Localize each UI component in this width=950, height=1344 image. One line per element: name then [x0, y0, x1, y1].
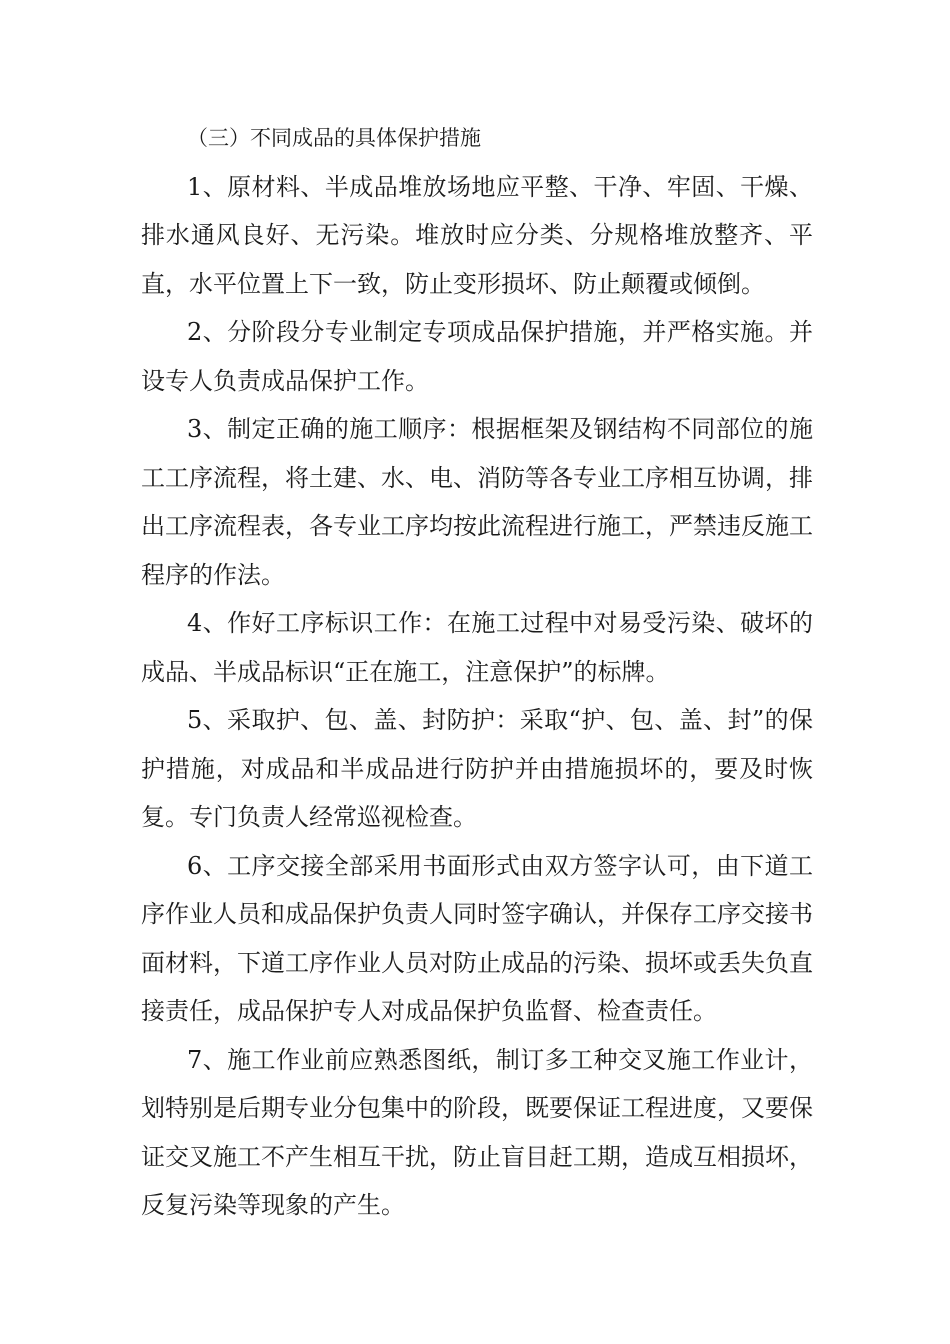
- paragraph-5: 5、采取护、包、盖、封防护：采取“护、包、盖、封”的保护措施，对成品和半成品进行防护并由措施损坏的，要及时恢复。专门负责人经常巡视检查。: [141, 706, 813, 831]
- paragraph-4: 4、作好工序标识工作：在施工过程中对易受污染、破坏的成品、半成品标识“正在施工，注意保护”的标牌。: [141, 609, 813, 686]
- paragraph-7: 7、施工作业前应熟悉图纸，制订多工种交叉施工作业计，划特别是后期专业分包集中的阶段，既要保证工程进度，又要保证交叉施工不产生相互干扰，防止盲目赶工期，造成互相损坏，反复污染等现象的产生。: [141, 1045, 813, 1219]
- paragraph-6: 6、工序交接全部采用书面形式由双方签字认可，由下道工序作业人员和成品保护负责人同时签字确认，并保存工序交接书面材料，下道工序作业人员对防止成品的污染、损坏或丢失负直接责任，成品保护专人对成品保护负监督、检查责任。: [141, 851, 813, 1025]
- document-body: [141, 114, 813, 1230]
- paragraph-2: 2、分阶段分专业制定专项成品保护措施，并严格实施。并设专人负责成品保护工作。: [141, 318, 813, 395]
- section-heading: （三）不同成品的具体保护措施: [187, 126, 481, 150]
- paragraph-1: 1、原材料、半成品堆放场地应平整、干净、牢固、干燥、排水通风良好、无污染。堆放时应分类、分规格堆放整齐、平直，水平位置上下一致，防止变形损坏、防止颠覆或倾倒。: [141, 172, 813, 298]
- paragraph-3: 3、制定正确的施工顺序：根据框架及钢结构不同部位的施工工序流程，将土建、水、电、消防等各专业工序相互协调，排出工序流程表，各专业工序均按此流程进行施工，严禁违反施工程序的作法。: [141, 415, 813, 589]
